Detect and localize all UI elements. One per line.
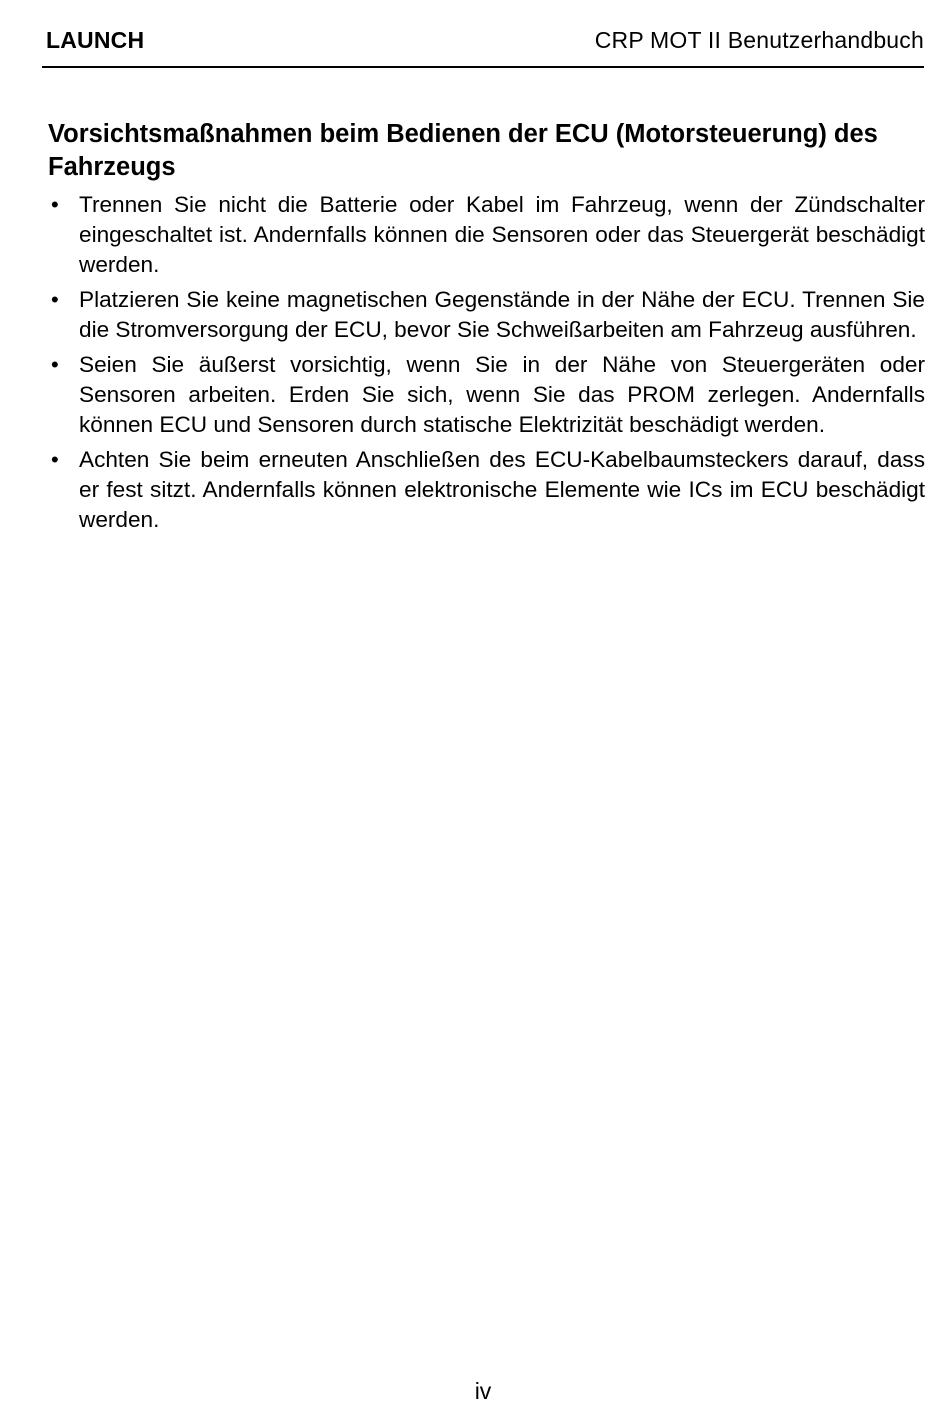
bullet-icon: • (51, 447, 59, 472)
list-item (48, 445, 925, 535)
list-item (48, 285, 925, 345)
precautions-section (48, 118, 925, 540)
page-number: iv (474, 1378, 492, 1404)
bullet-icon: • (51, 192, 59, 217)
bullet-text: Seien Sie äußerst vorsichtig, wenn Sie in der Nähe von Steuergeräten oder Sensoren arbeiten. Erden Sie sich, wenn Sie das PROM zerlegen. Andernfalls können ECU und Sensoren durch statische Elektrizität beschädigt werden. (79, 352, 925, 437)
page-header (42, 26, 924, 68)
bullet-text: Platzieren Sie keine magnetischen Gegenstände in der Nähe der ECU. Trennen Sie die Stromversorgung der ECU, bevor Sie Schweißarbeiten am Fahrzeug ausführen. (79, 287, 925, 342)
bullet-text: Trennen Sie nicht die Batterie oder Kabel im Fahrzeug, wenn der Zündschalter eingeschaltet ist. Andernfalls können die Sensoren oder das Steuergerät beschädigt werden. (79, 192, 925, 277)
list-item (48, 350, 925, 440)
list-item (48, 190, 925, 280)
bullet-icon: • (51, 287, 59, 312)
brand-name: LAUNCH (46, 27, 145, 53)
manual-title: CRP MOT II Benutzerhandbuch (594, 27, 924, 53)
bullet-text: Achten Sie beim erneuten Anschließen des ECU-Kabelbaumsteckers darauf, dass er fest sitzt. Andernfalls können elektronische Elemente wie ICs im ECU beschädigt werden. (79, 447, 925, 532)
bullet-list (48, 190, 925, 535)
bullet-icon: • (51, 352, 59, 377)
section-title: Vorsichtsmaßnahmen beim Bedienen der ECU (Motorsteuerung) des Fahrzeugs (48, 120, 878, 181)
